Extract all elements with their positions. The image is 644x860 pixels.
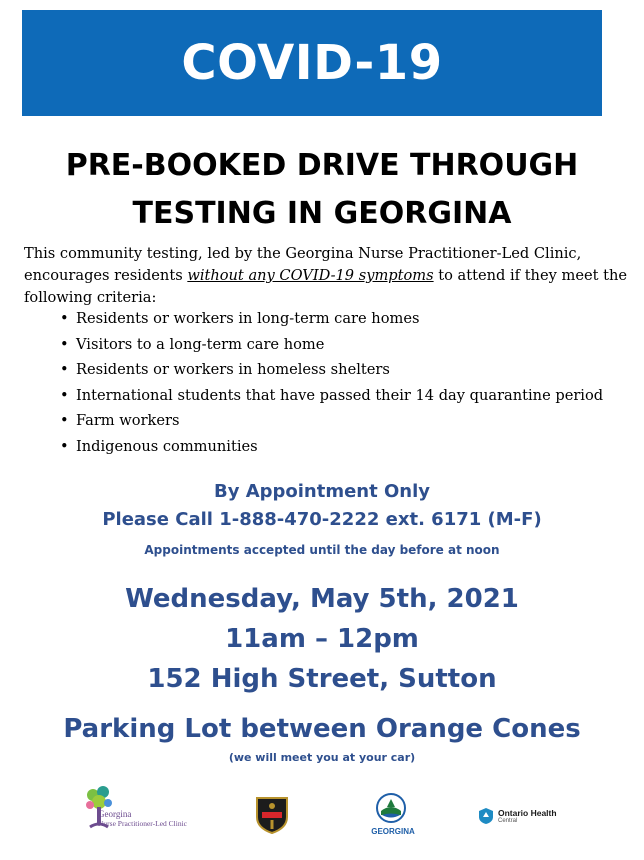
clinic-logo-line-1: Georgina — [98, 809, 132, 819]
georgina-logo — [366, 793, 420, 841]
event-location: Parking Lot between Orange Cones — [63, 714, 581, 744]
ontario-health-logo — [478, 807, 568, 833]
intro-paragraph — [24, 243, 634, 309]
criteria-item: • Residents or workers in homeless shelters — [60, 357, 603, 383]
criteria-item: • Indigenous communities — [60, 434, 603, 460]
intro-text-before: This community testing, led by the Georgina Nurse Practitioner-Led Clinic, encourages residents — [24, 245, 582, 284]
event-address: 152 High Street, Sutton — [147, 664, 497, 694]
event-date: Wednesday, May 5th, 2021 — [125, 584, 519, 614]
paramedic-badge-icon — [254, 795, 290, 835]
intro-emphasis: without any COVID-19 symptoms — [187, 267, 434, 284]
criteria-item: • Farm workers — [60, 408, 603, 434]
clinic-logo-line-2: Nurse Practitioner-Led Clinic — [98, 819, 187, 828]
ontario-health-line-1: Ontario Health — [498, 808, 557, 818]
banner-title: COVID-19 — [181, 35, 443, 91]
georgina-clinic-logo — [82, 783, 212, 833]
paramedic-badge-logo — [254, 795, 290, 835]
headline-line-1: PRE-BOOKED DRIVE THROUGH — [65, 148, 579, 183]
criteria-item: • Visitors to a long-term care home — [60, 332, 603, 358]
ontario-health-line-2: Central — [498, 818, 518, 824]
georgina-logo-text: GEORGINA — [371, 827, 415, 836]
covid-banner — [22, 10, 602, 116]
appointment-phone: Please Call 1-888-470-2222 ext. 6171 (M-F) — [102, 509, 542, 530]
headline-line-2: TESTING IN GEORGINA — [132, 196, 512, 231]
georgina-emblem-icon — [376, 793, 406, 823]
appointment-heading: By Appointment Only — [213, 481, 431, 502]
appointment-note: Appointments accepted until the day before at noon — [144, 543, 500, 557]
intro-text-after: to attend if they meet the following criteria: — [24, 267, 627, 306]
partner-logos — [0, 783, 644, 843]
event-location-note: (we will meet you at your car) — [228, 751, 416, 764]
criteria-item: • Residents or workers in long-term care homes — [60, 306, 603, 332]
ontario-trillium-icon — [478, 807, 494, 825]
criteria-item: • International students that have passed their 14 day quarantine period — [60, 383, 603, 409]
event-time: 11am – 12pm — [225, 624, 419, 654]
criteria-list — [60, 306, 603, 460]
